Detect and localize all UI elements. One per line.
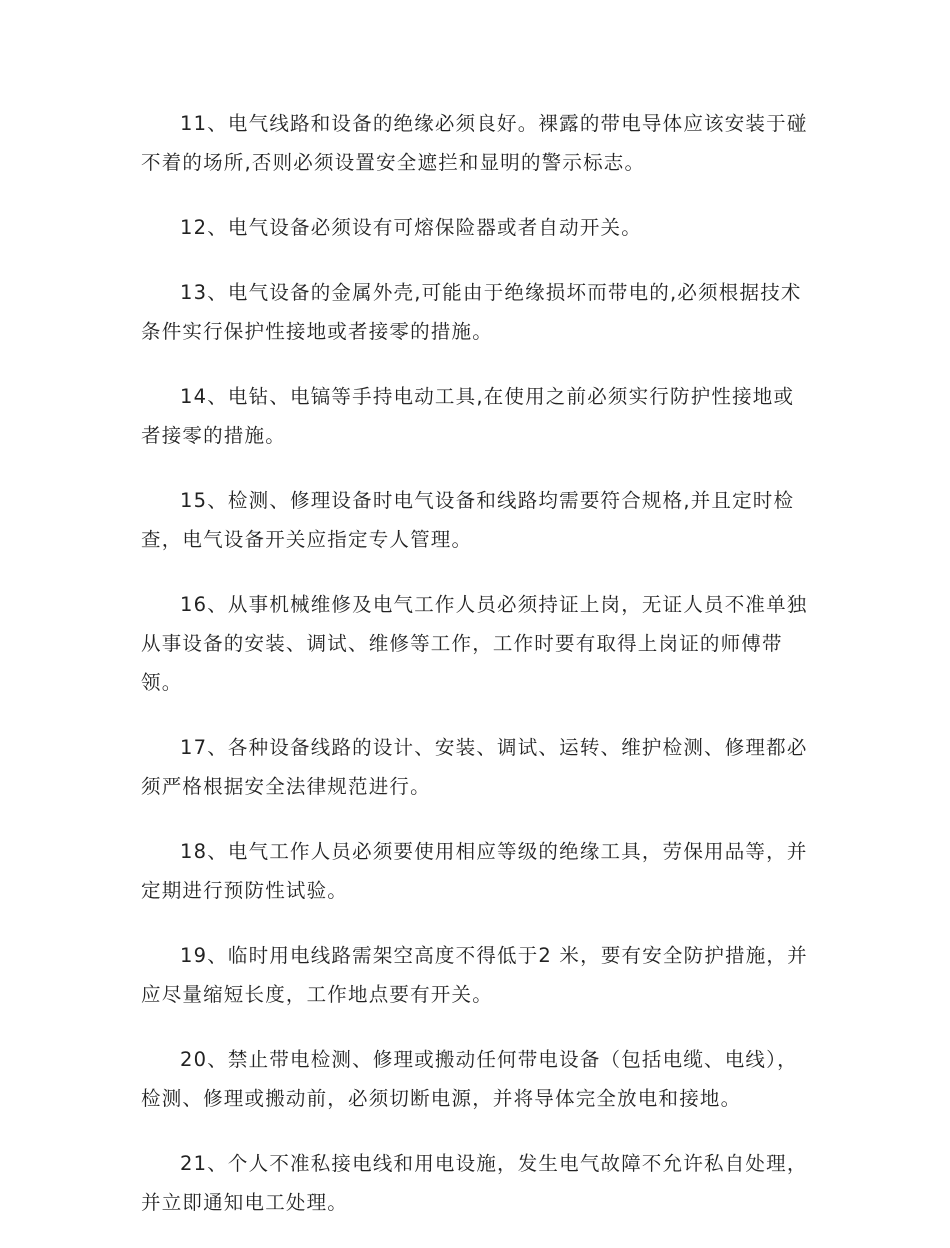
rule-paragraph-16: 16、从事机械维修及电气工作人员必须持证上岗，无证人员不准单独从事设备的安装、调试、维修等工作，工作时要有取得上岗证的师傅带领。 — [141, 593, 808, 694]
rule-paragraph-17: 17、各种设备线路的设计、安装、调试、运转、维护检测、修理都必须严格根据安全法律规范进行。 — [141, 736, 808, 798]
rule-paragraph-12: 12、电气设备必须设有可熔保险器或者自动开关。 — [180, 216, 642, 239]
rule-paragraph-20: 20、禁止带电检测、修理或搬动任何带电设备（包括电缆、电线），检测、修理或搬动前，必须切断电源，并将导体完全放电和接地。 — [141, 1048, 798, 1110]
rule-paragraph-21: 21、个人不准私接电线和用电设施，发生电气故障不允许私自处理，并立即通知电工处理。 — [141, 1152, 808, 1214]
document-body — [141, 104, 809, 1248]
rule-paragraph-13: 13、电气设备的金属外壳,可能由于绝缘损坏而带电的,必须根据技术条件实行保护性接地或者接零的措施。 — [141, 281, 802, 343]
rule-paragraph-14: 14、电钻、电镐等手持电动工具,在使用之前必须实行防护性接地或者接零的措施。 — [141, 385, 795, 447]
rule-paragraph-11: 11、电气线路和设备的绝缘必须良好。裸露的带电导体应该安装于碰不着的场所,否则必须设置安全遮拦和显明的警示标志。 — [141, 112, 808, 174]
rule-paragraph-15: 15、检测、修理设备时电气设备和线路均需要符合规格,并且定时检查，电气设备开关应指定专人管理。 — [141, 489, 795, 551]
rule-paragraph-18: 18、电气工作人员必须要使用相应等级的绝缘工具，劳保用品等，并定期进行预防性试验。 — [141, 840, 808, 902]
rule-paragraph-19: 19、临时用电线路需架空高度不得低于2 米，要有安全防护措施，并应尽量缩短长度，工作地点要有开关。 — [141, 944, 808, 1006]
